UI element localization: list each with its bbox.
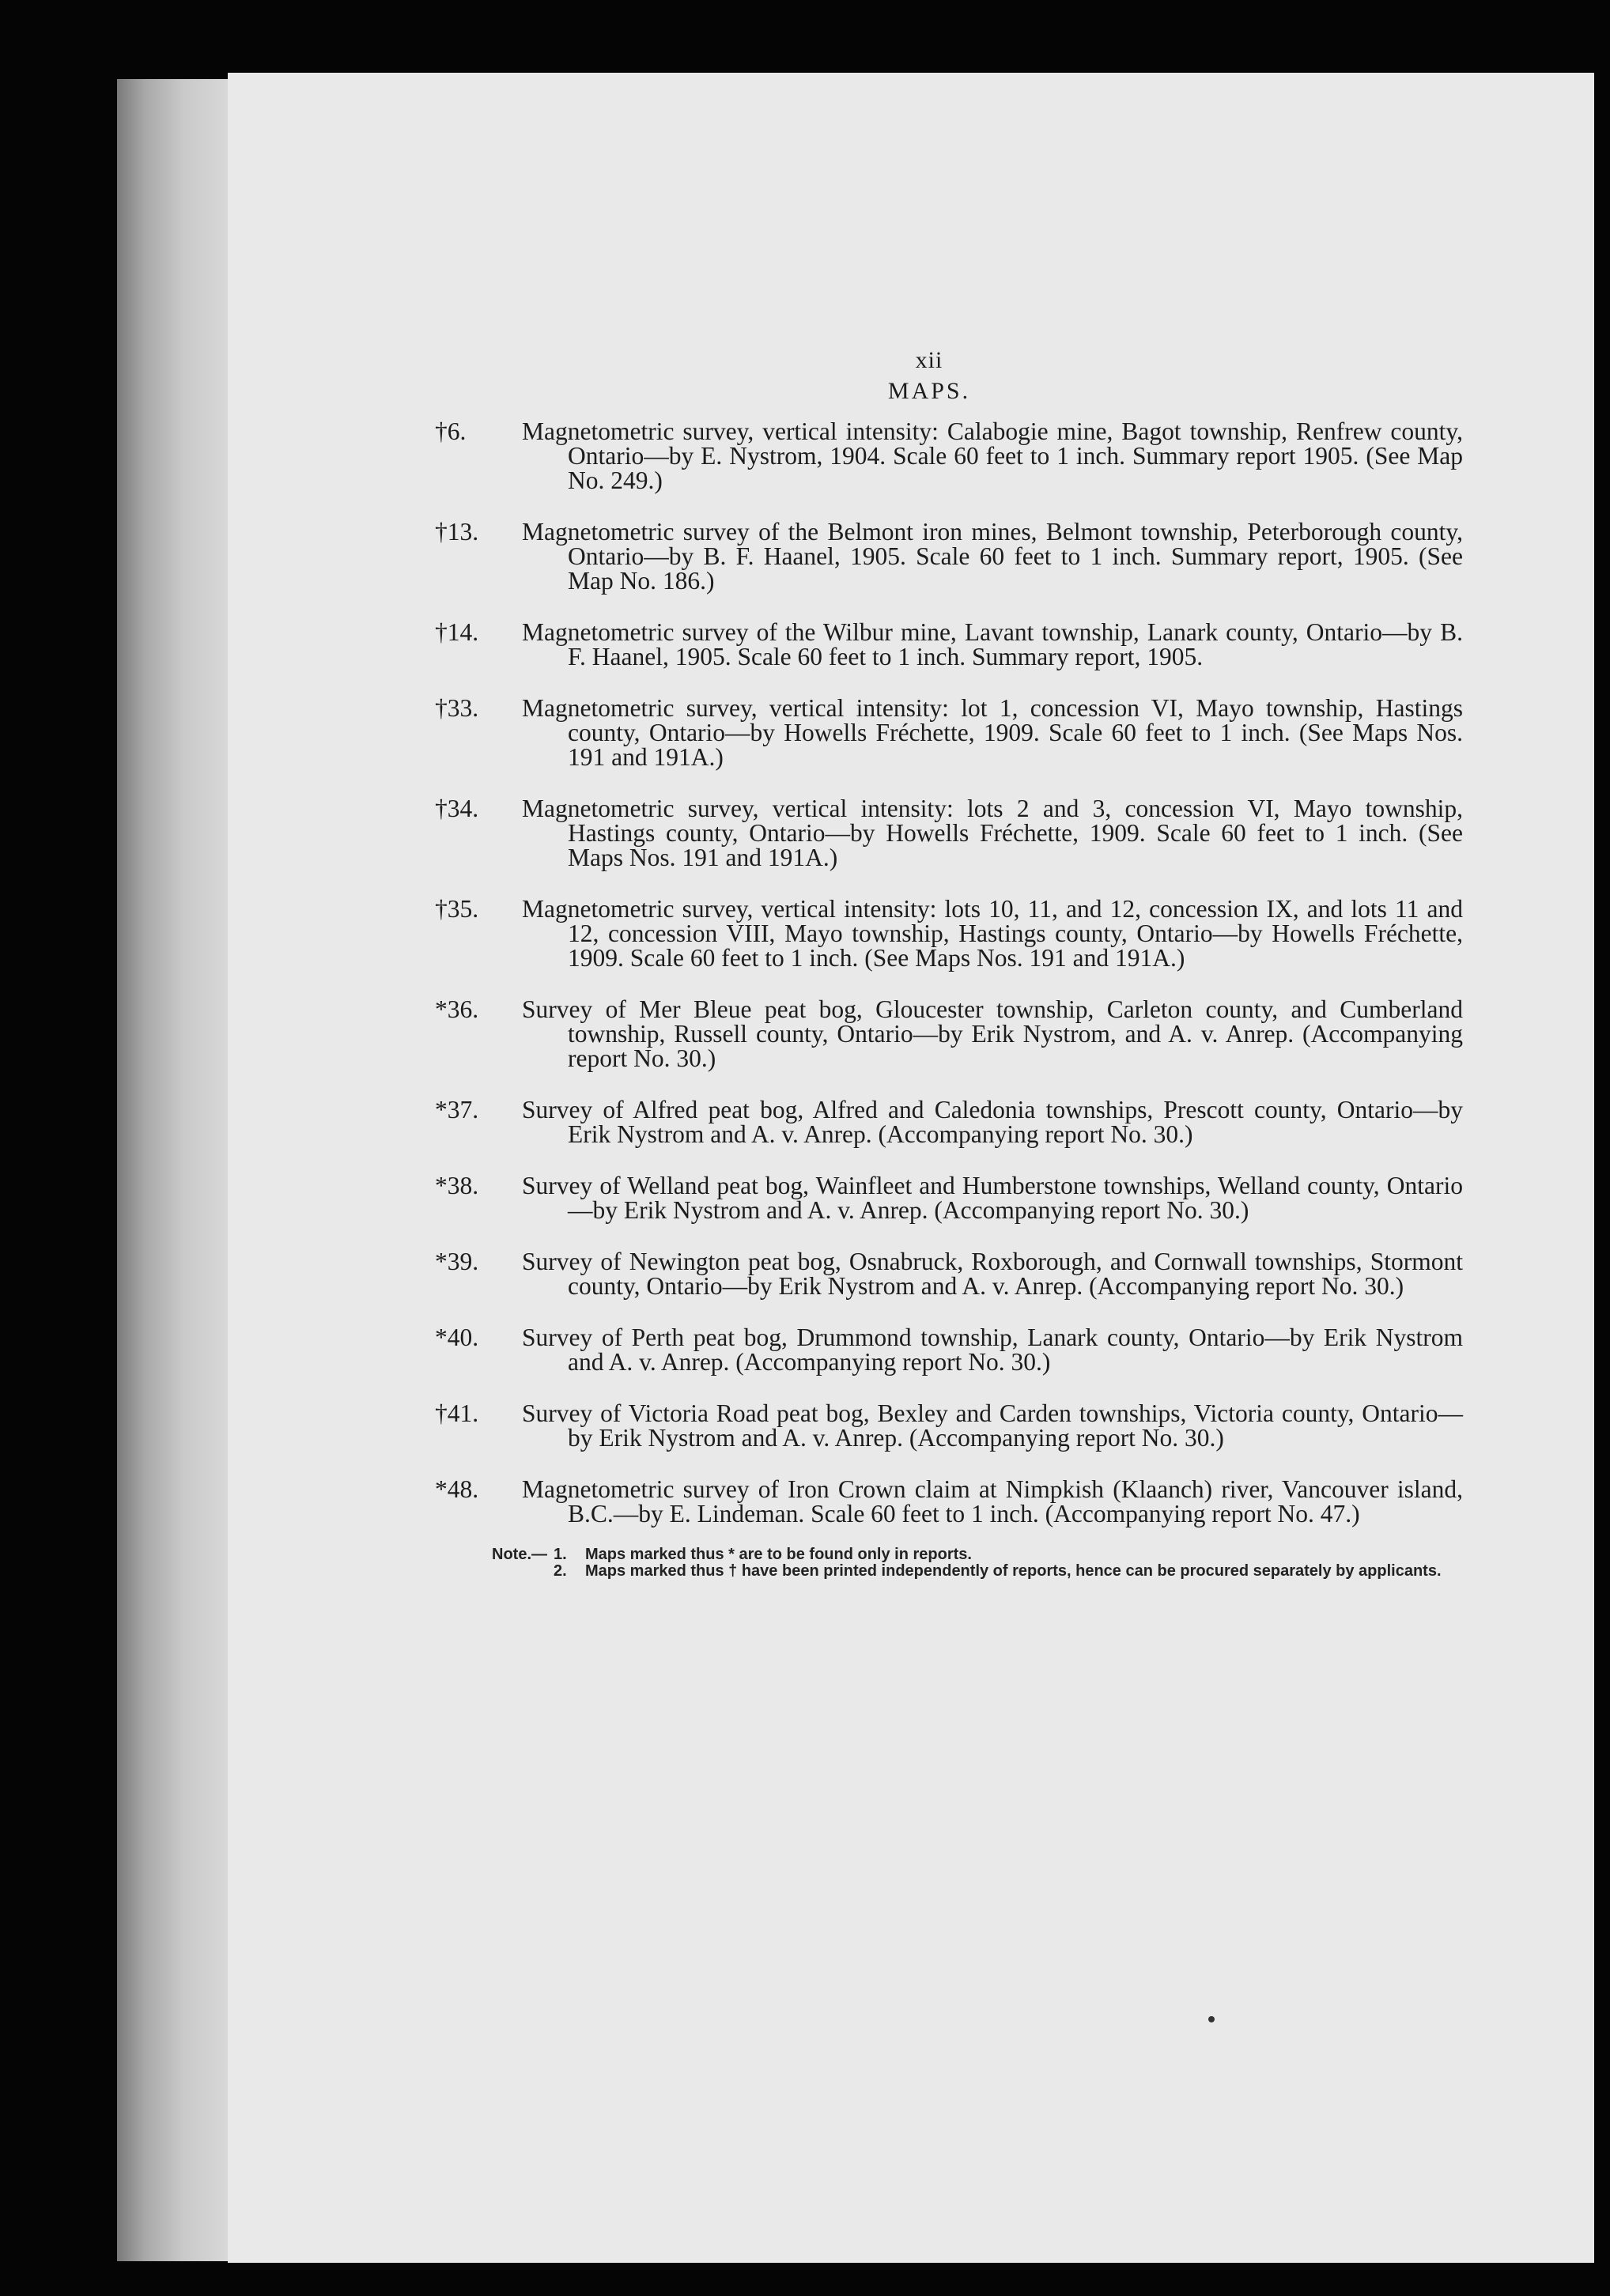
map-entry xyxy=(435,618,1463,670)
map-entry xyxy=(435,995,1463,1072)
map-entry xyxy=(435,417,1463,494)
map-entry xyxy=(435,895,1463,972)
map-entry-number: *38. xyxy=(435,1172,479,1199)
map-entry xyxy=(435,795,1463,871)
footnote-number: 1. xyxy=(554,1546,567,1563)
map-entry xyxy=(435,1475,1463,1528)
map-entry xyxy=(435,694,1463,771)
map-entry-number: *39. xyxy=(435,1248,479,1275)
map-entry-description: Magnetometric survey of the Wilbur mine, Lavant township, Lanark county, Ontario—by B. F. Haanel, 1905. Scale 60 feet to 1 inch. Summary report, 1905. xyxy=(522,618,1463,670)
map-entry xyxy=(435,1399,1463,1452)
speck-mark xyxy=(1208,2016,1215,2022)
map-entry xyxy=(435,1248,1463,1300)
map-entry-description: Survey of Victoria Road peat bog, Bexley and Carden townships, Victoria county, Ontario—by Erik Nystrom and A. v. Anrep. (Accompanying report No. 30.) xyxy=(522,1399,1463,1452)
map-entry-description: Survey of Welland peat bog, Wainfleet and Humberstone townships, Welland county, Ontario—by Erik Nystrom and A. v. Anrep. (Accompanying report No. 30.) xyxy=(522,1172,1463,1224)
footnote-label: Note.— xyxy=(492,1546,547,1563)
map-entry-list xyxy=(435,417,1463,1528)
map-entry-number: †13. xyxy=(435,518,479,546)
section-heading: MAPS. xyxy=(887,378,971,404)
map-entry-number: †33. xyxy=(435,694,479,722)
page-number: xii xyxy=(915,347,943,373)
map-entry-description: Survey of Newington peat bog, Osnabruck, Roxborough, and Cornwall townships, Stormont county, Ontario—by Erik Nystrom and A. v. Anrep. (Accompanying report No. 30.) xyxy=(522,1248,1463,1300)
map-entry-number: †6. xyxy=(435,417,467,445)
map-entry-description: Magnetometric survey, vertical intensity: lots 10, 11, and 12, concession IX, and lots 11 and 12, concession VIII, Mayo township, Hastings county, Ontario—by Howells Fréchette, 1909. Scale 60 feet to 1 inch. (See Maps Nos. 191 and 191A.) xyxy=(522,895,1463,972)
footnote-item xyxy=(492,1546,1463,1563)
map-entry-number: *40. xyxy=(435,1324,479,1351)
map-entry-number: *37. xyxy=(435,1096,479,1123)
map-entry xyxy=(435,1096,1463,1148)
map-entry-description: Survey of Alfred peat bog, Alfred and Caledonia townships, Prescott county, Ontario—by Erik Nystrom and A. v. Anrep. (Accompanying report No. 30.) xyxy=(522,1096,1463,1148)
map-entry-number: †34. xyxy=(435,795,479,822)
map-entry-number: *48. xyxy=(435,1475,479,1503)
footnote-block xyxy=(492,1546,1463,1580)
map-entry-description: Magnetometric survey, vertical intensity: lots 2 and 3, concession VI, Mayo township, Hastings county, Ontario—by Howells Fréchette, 1909. Scale 60 feet to 1 inch. (See Maps Nos. 191 and 191A.) xyxy=(522,795,1463,871)
footnote-item xyxy=(522,1563,1463,1580)
footnote-text: Maps marked thus † have been printed independently of reports, hence can be procured separately by applicants. xyxy=(585,1562,1442,1580)
page-body xyxy=(435,332,1463,1580)
map-entry-number: †14. xyxy=(435,618,479,646)
map-entry-description: Magnetometric survey, vertical intensity: lot 1, concession VI, Mayo township, Hastings county, Ontario—by Howells Fréchette, 1909. Scale 60 feet to 1 inch. (See Maps Nos. 191 and 191A.) xyxy=(522,694,1463,771)
map-entry-number: †35. xyxy=(435,895,479,923)
map-entry xyxy=(435,1324,1463,1376)
map-entry-description: Survey of Mer Bleue peat bog, Gloucester township, Carleton county, and Cumberland township, Russell county, Ontario—by Erik Nystrom, and A. v. Anrep. (Accompanying report No. 30.) xyxy=(522,995,1463,1072)
map-entry-description: Magnetometric survey of the Belmont iron mines, Belmont township, Peterborough county, Ontario—by B. F. Haanel, 1905. Scale 60 feet to 1 inch. Summary report, 1905. (See Map No. 186.) xyxy=(522,518,1463,595)
footnote-text: Maps marked thus * are to be found only in reports. xyxy=(585,1546,972,1563)
map-entry xyxy=(435,1172,1463,1224)
map-entry xyxy=(435,518,1463,595)
book-binding-edge xyxy=(117,79,228,2261)
footnote-number: 2. xyxy=(554,1562,567,1580)
map-entry-description: Magnetometric survey of Iron Crown claim at Nimpkish (Klaanch) river, Vancouver island, B.C.—by E. Lindeman. Scale 60 feet to 1 inch. (Accompanying report No. 47.) xyxy=(522,1475,1463,1528)
map-entry-description: Magnetometric survey, vertical intensity: Calabogie mine, Bagot township, Renfrew county, Ontario—by E. Nystrom, 1904. Scale 60 feet to 1 inch. Summary report 1905. (See Map No. 249.) xyxy=(522,417,1463,494)
map-entry-number: †41. xyxy=(435,1399,479,1427)
map-entry-number: *36. xyxy=(435,995,479,1023)
footnote-label-spacer xyxy=(443,1563,554,1580)
map-entry-description: Survey of Perth peat bog, Drummond township, Lanark county, Ontario—by Erik Nystrom and A. v. Anrep. (Accompanying report No. 30.) xyxy=(522,1324,1463,1376)
